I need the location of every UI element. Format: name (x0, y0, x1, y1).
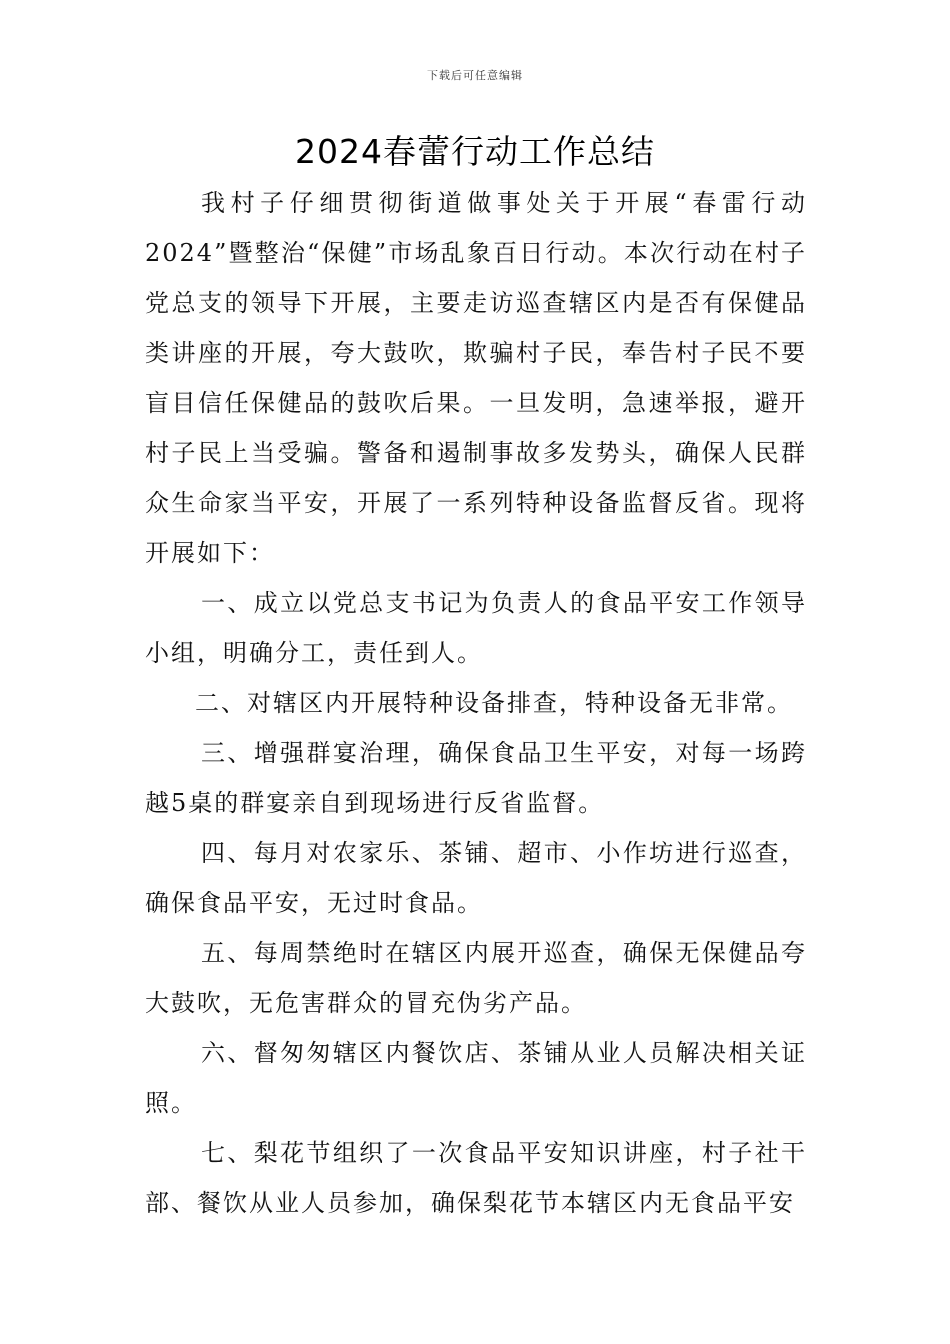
document-title: 2024春蕾行动工作总结 (295, 132, 655, 171)
document-body (145, 178, 807, 1228)
list-item: 一、成立以党总支书记为负责人的食品平安工作领导小组，明确分工，责任到人。 (145, 589, 807, 667)
list-item: 三、增强群宴治理，确保食品卫生平安，对每一场跨越5桌的群宴亲自到现场进行反省监督。 (145, 739, 807, 817)
list-item: 五、每周禁绝时在辖区内展开巡查，确保无保健品夸大鼓吹，无危害群众的冒充伪劣产品。 (145, 939, 807, 1017)
page-header-note: 下载后可任意编辑 (427, 69, 523, 82)
list-item: 七、梨花节组织了一次食品平安知识讲座，村子社干部、餐饮从业人员参加，确保梨花节本辖区内无食品平安 (145, 1139, 807, 1217)
list-item: 二、对辖区内开展特种设备排查，特种设备无非常。 (195, 689, 793, 717)
list-item: 六、督匆匆辖区内餐饮店、茶铺从业人员解决相关证照。 (145, 1039, 807, 1117)
list-item: 四、每月对农家乐、茶铺、超市、小作坊进行巡查，确保食品平安，无过时食品。 (145, 839, 807, 917)
intro-paragraph: 我村子仔细贯彻街道做事处关于开展“春雷行动2024”暨整治“保健”市场乱象百日行动。本次行动在村子党总支的领导下开展，主要走访巡查辖区内是否有保健品类讲座的开展，夸大鼓吹，欺骗村子民，奉告村子民不要盲目信任保健品的鼓吹后果。一旦发明，急速举报，避开村子民上当受骗。警备和遏制事故多发势头，确保人民群众生命家当平安，开展了一系列特种设备监督反省。现将开展如下： (145, 189, 807, 567)
